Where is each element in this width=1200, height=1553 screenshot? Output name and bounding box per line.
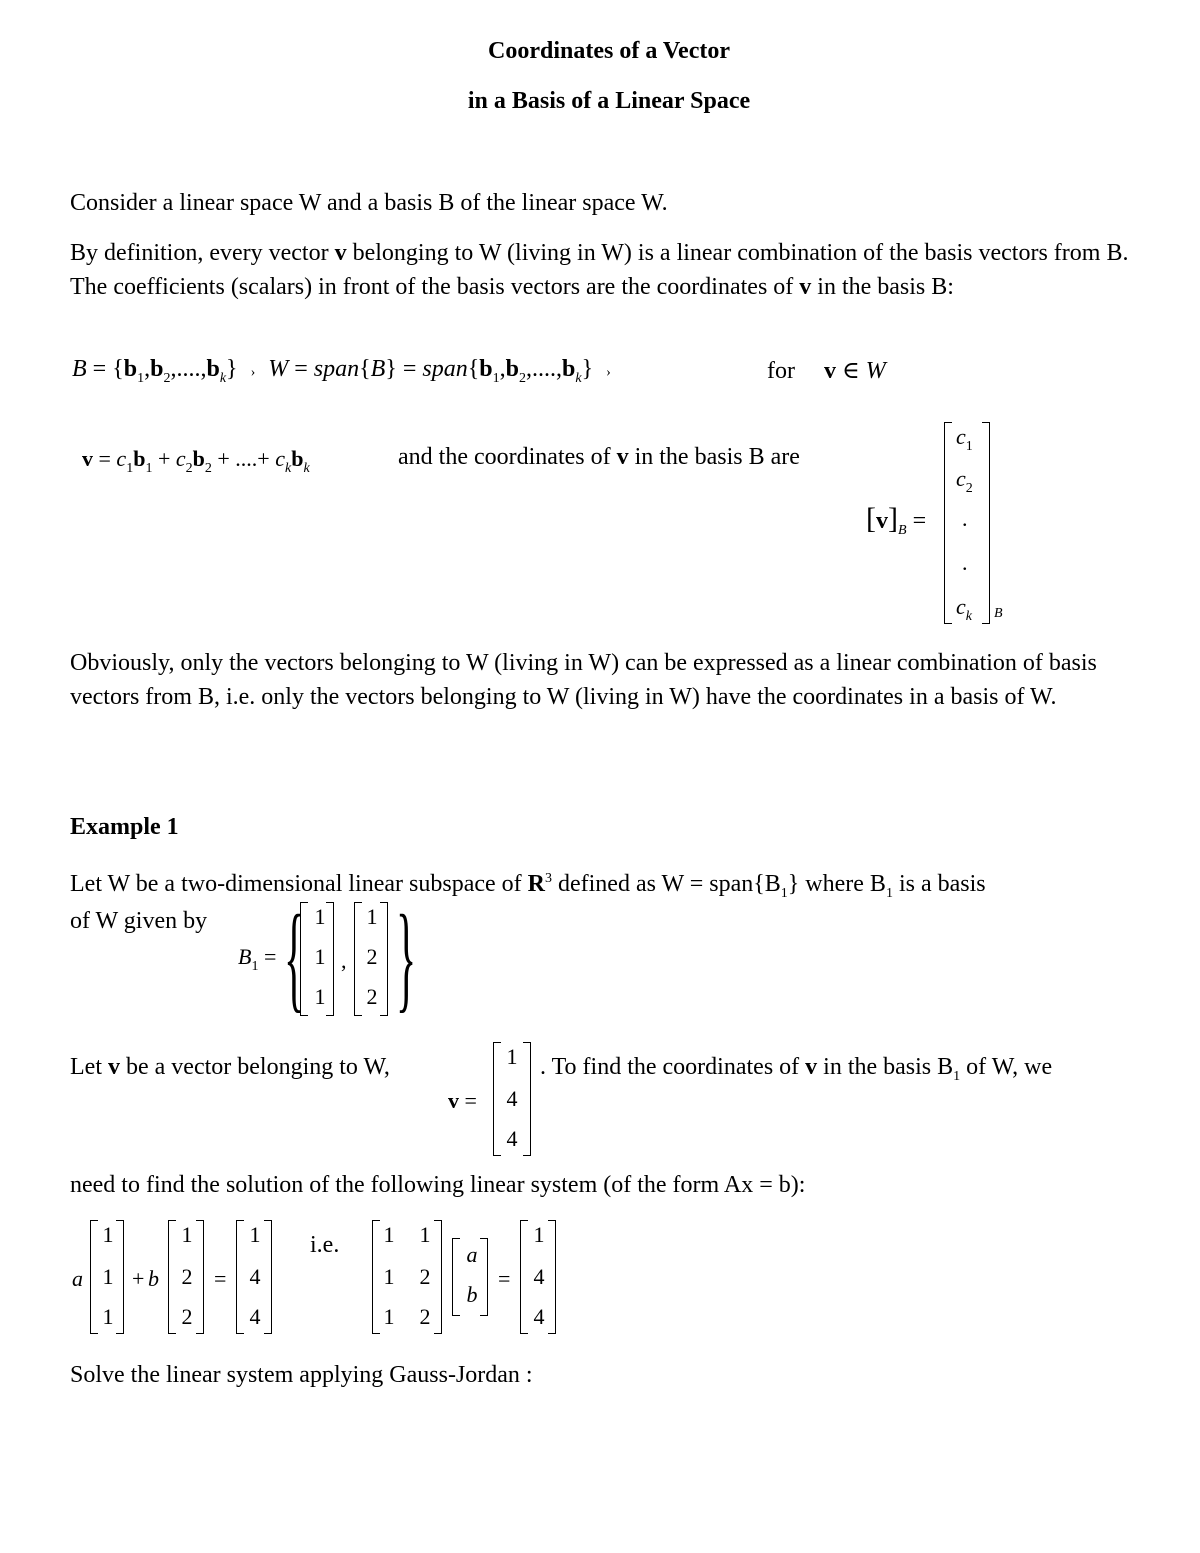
let-v-text: Let v be a vector belonging to W, xyxy=(70,1054,390,1080)
example-line-2: of W given by xyxy=(70,908,208,934)
basis-vec1-entry: 1 xyxy=(314,944,326,969)
coord-entry-3: . xyxy=(962,506,968,531)
matrix-a-entry: 2 xyxy=(419,1264,431,1289)
v-in-w: v ∈ W xyxy=(824,358,886,384)
obviously-paragraph: Obviously, only the vectors belonging to W (living in W) can be expressed as a linear combination of basis vectors from B, i.e. only the vectors belonging to W (living in W) have the coordinates in a basis of W. xyxy=(70,650,1097,710)
matrix-a-entry: 2 xyxy=(419,1304,431,1329)
example-line-1: Let W be a two-dimensional linear subspace of $R^3$ defined as $W = span\{B_1\}$ where $B_1$ is a basis xyxy=(70,871,986,901)
col1-entry: 1 xyxy=(102,1304,114,1329)
basis-vec2-entry: 2 xyxy=(366,984,378,1009)
basis-brace-left: { xyxy=(284,890,305,1023)
need-line: need to find the solution of the following linear system (of the form Ax = b): xyxy=(70,1172,806,1198)
v-entry: 1 xyxy=(506,1044,518,1069)
col2-entry: 2 xyxy=(181,1264,193,1289)
coord-entry-4: . xyxy=(962,550,968,575)
basis-vec1-entry: 1 xyxy=(314,984,326,1009)
matrix-a-entry: 1 xyxy=(383,1222,395,1247)
coef-a: a xyxy=(72,1266,83,1291)
rhs2-entry: 1 xyxy=(533,1222,545,1247)
page-title: Coordinates of a Vector xyxy=(488,38,730,64)
col2-entry: 1 xyxy=(181,1222,193,1247)
coord-bracket-right xyxy=(982,422,990,624)
intro-paragraph-2: By definition, every vector v belonging to W (living in W) is a linear combination of the basis vectors from B. The coefficients (scalars) in front of the basis vectors are the coordinates of v in the basis B: xyxy=(70,240,1129,300)
find-coords-text: . To find the coordinates of v in the basis $B_1$ of W, we xyxy=(540,1054,1053,1084)
coord-bracket-left xyxy=(944,422,952,624)
ie-label: i.e. xyxy=(310,1232,340,1258)
unknown-entry: b xyxy=(466,1282,478,1307)
basis-brace-right: } xyxy=(396,890,417,1023)
page-subtitle: in a Basis of a Linear Space xyxy=(467,88,751,114)
rhs-entry: 4 xyxy=(249,1264,261,1289)
rhs-entry: 4 xyxy=(249,1304,261,1329)
plus-sign: + xyxy=(132,1266,145,1291)
basis-comma: , xyxy=(341,948,347,973)
basis-vec2-entry: 1 xyxy=(366,904,378,929)
matrix-a-entry: 1 xyxy=(383,1304,395,1329)
coord-entry-1: $c_1$ xyxy=(956,424,973,454)
equals-sign-2: = xyxy=(498,1266,511,1291)
coord-entry-5: $c_k$ xyxy=(956,594,972,624)
basis-vec1-entry: 1 xyxy=(314,904,326,929)
linear-combination: $v = c_1b_1 + c_2b_2$ + ....+ $c_kb_k$ xyxy=(82,446,310,476)
basis-vec2-entry: 2 xyxy=(366,944,378,969)
v-entry: 4 xyxy=(506,1126,518,1151)
col1-entry: 1 xyxy=(102,1264,114,1289)
for-label: for xyxy=(767,358,795,384)
solve-line: Solve the linear system applying Gauss-Jordan : xyxy=(70,1362,533,1388)
rhs2-entry: 4 xyxy=(533,1304,545,1329)
v-entry: 4 xyxy=(506,1086,518,1111)
unknown-entry: a xyxy=(466,1242,478,1267)
basis-b1-label: $B_1$ = xyxy=(238,944,277,974)
coord-entry-2: $c_2$ xyxy=(956,466,973,496)
col2-entry: 2 xyxy=(181,1304,193,1329)
example-heading: Example 1 xyxy=(70,814,179,840)
equals-sign: = xyxy=(214,1266,227,1291)
intro-paragraph-1: Consider a linear space W and a basis B of the linear space W. xyxy=(70,190,668,216)
coord-vector-label: $[v]_B$ = xyxy=(866,502,927,538)
rhs2-entry: 4 xyxy=(533,1264,545,1289)
coef-b: b xyxy=(148,1266,159,1291)
matrix-a-entry: 1 xyxy=(383,1264,395,1289)
coord-subscript-b: B xyxy=(994,606,1003,621)
coords-text: and the coordinates of v in the basis B are xyxy=(398,444,800,470)
matrix-a-entry: 1 xyxy=(419,1222,431,1247)
v-label: v = xyxy=(448,1088,477,1113)
col1-entry: 1 xyxy=(102,1222,114,1247)
basis-formula: $B = \{b_1,b_2,....,b_k\}$ › W = span{B} = $span\{b_1,b_2,....,b_k\}$ › xyxy=(72,356,611,386)
rhs-entry: 1 xyxy=(249,1222,261,1247)
